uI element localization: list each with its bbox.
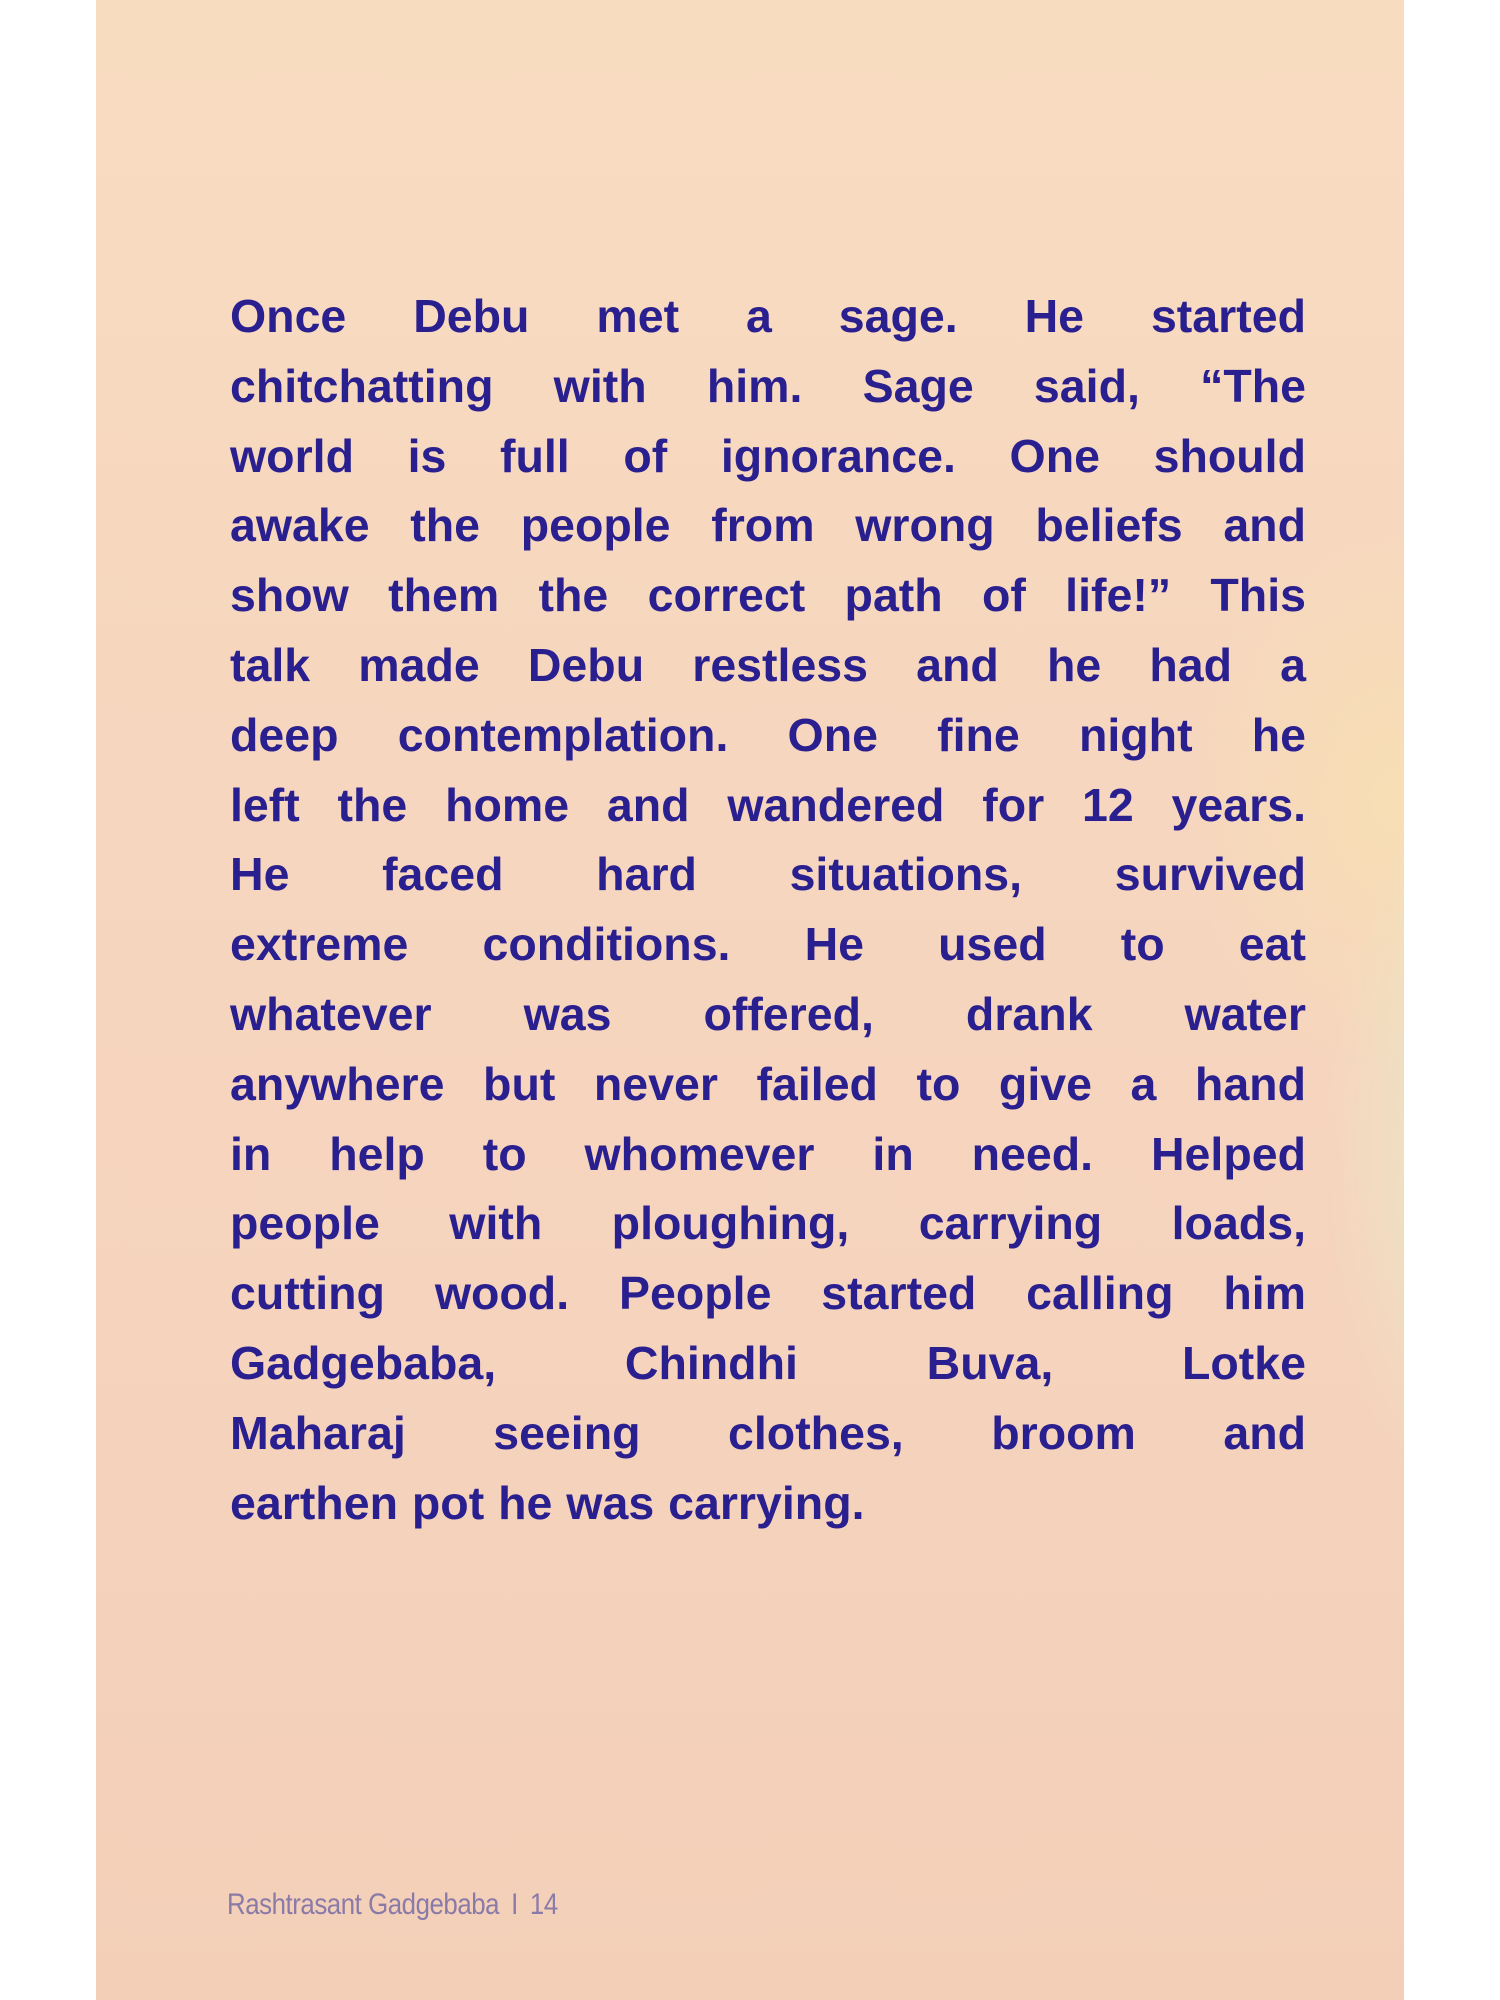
text-line: talk made Debu restless and he had a [230, 638, 1306, 691]
text-line: Once Debu met a sage. He started [230, 290, 1306, 342]
text-line: He faced hard situations, survived [230, 848, 1306, 901]
page-number: 14 [529, 1888, 558, 1921]
body-paragraph [230, 282, 1306, 1538]
footer-separator: I [511, 1888, 518, 1921]
book-page [96, 0, 1404, 2000]
text-line: Maharaj seeing clothes, broom and [230, 1406, 1306, 1459]
text-line: show them the correct path of life!” This [230, 569, 1306, 622]
text-line: in help to whomever in need. Helped [230, 1127, 1306, 1180]
text-line: chitchatting with him. Sage said, “The [230, 359, 1306, 412]
text-line: anywhere but never failed to give a hand [230, 1057, 1306, 1110]
footer-book-title: Rashtrasant Gadgebaba [227, 1888, 500, 1921]
text-line: left the home and wandered for 12 years. [230, 778, 1306, 831]
text-line: whatever was offered, drank water [230, 987, 1306, 1040]
text-line-last: earthen pot he was carrying. [230, 1476, 865, 1529]
text-line: Gadgebaba, Chindhi Buva, Lotke [230, 1336, 1306, 1389]
text-line: world is full of ignorance. One should [230, 429, 1306, 482]
text-line: deep contemplation. One fine night he [230, 708, 1306, 761]
text-line: cutting wood. People started calling him [230, 1267, 1306, 1320]
text-line: extreme conditions. He used to eat [230, 918, 1306, 971]
text-line: awake the people from wrong beliefs and [230, 499, 1306, 552]
text-line: people with ploughing, carrying loads, [230, 1197, 1306, 1250]
page-footer [227, 1888, 558, 1922]
